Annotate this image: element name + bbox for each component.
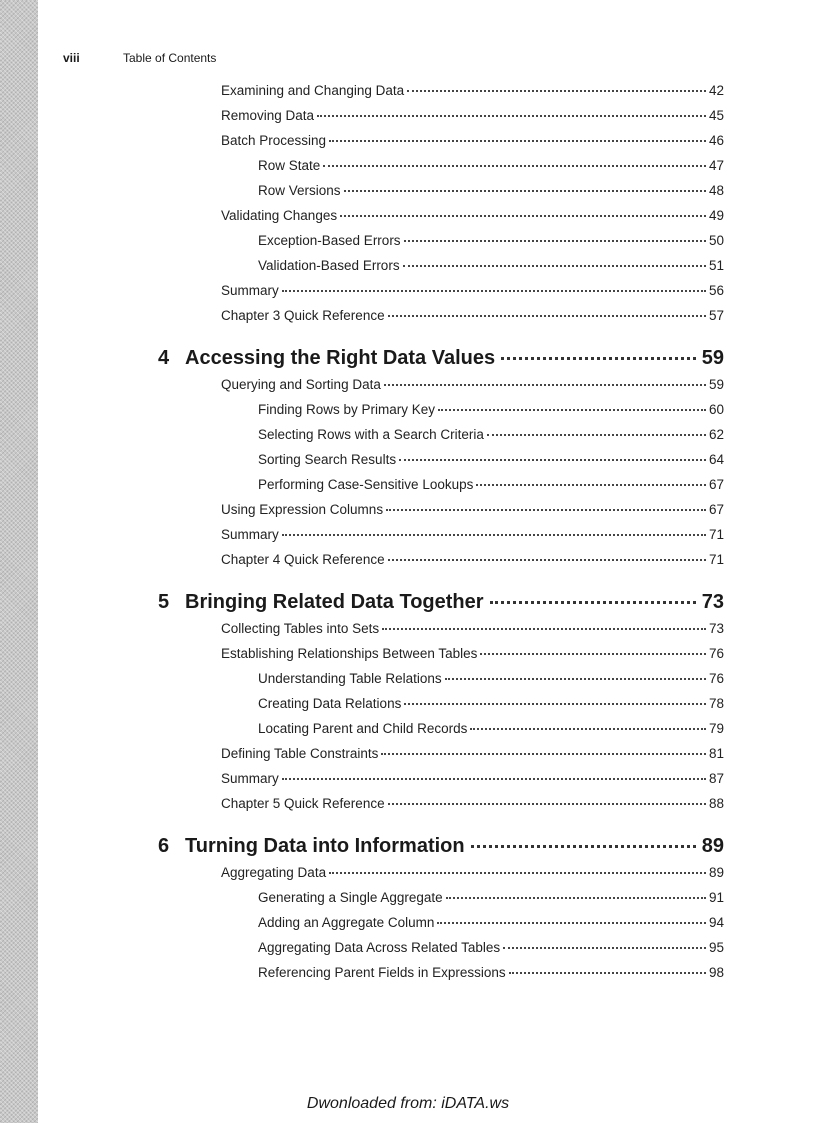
toc-entry[interactable]: Aggregating Data 89 (221, 865, 724, 880)
toc-subentry[interactable]: Locating Parent and Child Records 79 (258, 721, 724, 736)
toc-subentry[interactable]: Finding Rows by Primary Key 60 (258, 402, 724, 417)
toc-entry[interactable]: Removing Data 45 (221, 108, 724, 123)
toc-subentry[interactable]: Selecting Rows with a Search Criteria 62 (258, 427, 724, 442)
toc-entry[interactable]: Using Expression Columns 67 (221, 502, 724, 517)
toc-subentry[interactable]: Creating Data Relations 78 (258, 696, 724, 711)
download-footer: Dwonloaded from: iDATA.ws (306, 1095, 510, 1112)
page-edge-strip (0, 0, 38, 1123)
toc-entry[interactable]: Establishing Relationships Between Tables 76 (221, 646, 724, 661)
toc-subentry[interactable]: Row State 47 (258, 158, 724, 173)
toc-entry[interactable]: Defining Table Constraints 81 (221, 746, 724, 761)
toc-entry[interactable]: Chapter 4 Quick Reference 71 (221, 552, 724, 567)
running-head (63, 51, 216, 65)
toc-subentry[interactable]: Referencing Parent Fields in Expressions 98 (258, 965, 724, 980)
toc-subentry[interactable]: Understanding Table Relations 76 (258, 671, 724, 686)
toc-entry[interactable]: Summary 71 (221, 527, 724, 542)
toc-entry[interactable]: Examining and Changing Data 42 (221, 83, 724, 98)
running-head-title: Table of Contents (123, 51, 217, 65)
chapter-heading[interactable]: 5 Bringing Related Data Together 73 (158, 591, 724, 613)
toc-entry[interactable]: Collecting Tables into Sets 73 (221, 621, 724, 636)
toc-entry[interactable]: Summary 87 (221, 771, 724, 786)
toc-entry[interactable]: Batch Processing 46 (221, 133, 724, 148)
chapter-heading[interactable]: 4 Accessing the Right Data Values 59 (158, 347, 724, 369)
toc-entry[interactable]: Querying and Sorting Data 59 (221, 377, 724, 392)
toc-entry[interactable]: Chapter 3 Quick Reference 57 (221, 308, 724, 323)
toc-entry[interactable]: Validating Changes 49 (221, 208, 724, 223)
toc-subentry[interactable]: Adding an Aggregate Column 94 (258, 915, 724, 930)
toc-entry[interactable]: Chapter 5 Quick Reference 88 (221, 796, 724, 811)
toc-subentry[interactable]: Aggregating Data Across Related Tables 95 (258, 940, 724, 955)
toc-subentry[interactable]: Row Versions 48 (258, 183, 724, 198)
toc-subentry[interactable]: Exception-Based Errors 50 (258, 233, 724, 248)
chapter-heading[interactable]: 6 Turning Data into Information 89 (158, 835, 724, 857)
toc-subentry[interactable]: Validation-Based Errors 51 (258, 258, 724, 273)
page-number: viii (63, 51, 80, 65)
toc-subentry[interactable]: Performing Case-Sensitive Lookups 67 (258, 477, 724, 492)
toc-entry[interactable]: Summary 56 (221, 283, 724, 298)
toc-subentry[interactable]: Generating a Single Aggregate 91 (258, 890, 724, 905)
toc-subentry[interactable]: Sorting Search Results 64 (258, 452, 724, 467)
